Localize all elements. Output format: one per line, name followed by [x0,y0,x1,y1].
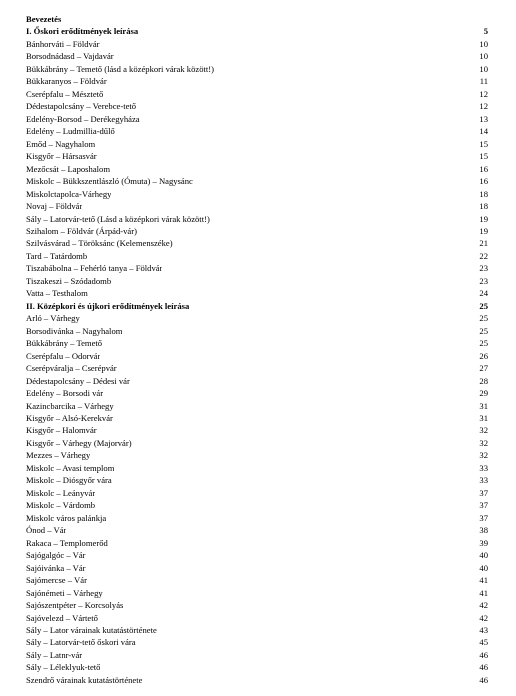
toc-entry-row [26,562,488,574]
toc-entry-title: Tiszabábolna – Fehérló tanya – Földvár [26,263,163,274]
toc-page-number: 26 [479,350,488,361]
toc-entry-title: Sajómercse – Vár [26,575,87,586]
toc-entry-row [26,674,488,686]
toc-entry-title: Mezőcsát – Laposhalom [26,163,111,174]
toc-entry-row [26,487,488,499]
toc-page-number: 25 [479,300,488,311]
toc-entry-title: Bükkaranyos – Földvár [26,76,107,87]
toc-entry-title: Kisgyőr – Várhegy (Majorvár) [26,437,132,448]
toc-entry-title: Tard – Tatárdomb [26,250,88,261]
toc-entry-title: Rakaca – Templomerőd [26,537,108,548]
toc-entry-row [26,262,488,274]
toc-entry-row [26,387,488,399]
toc-page-number: 15 [479,138,488,149]
toc-entry-title: Kisgyőr – Halomvár [26,425,97,436]
toc-page-number: 10 [479,63,488,74]
toc-entry-row [26,337,488,349]
toc-entry-row [26,250,488,262]
toc-entry-row [26,549,488,561]
toc-entry-title: Kazincbarcika – Várhegy [26,400,114,411]
toc-entry-row [26,587,488,599]
toc-entry-row [26,350,488,362]
toc-page-number: 45 [479,637,488,648]
toc-page-number: 39 [479,537,488,548]
toc-page-number: 31 [479,413,488,423]
toc-page-number: 10 [479,38,488,49]
toc-page-number: 29 [479,388,488,399]
toc-entry-title: Edelény – Ludmillia-dűlő [26,126,115,137]
toc-entry-title: Miskolc város palánkja [26,512,107,523]
section-heading-row [26,300,488,312]
toc-entry-row [26,362,488,374]
toc-page-number: 40 [479,562,488,573]
toc-list [26,25,488,686]
toc-page-number: 41 [479,575,488,586]
toc-entry-row [26,499,488,511]
toc-page-number: 16 [479,176,488,187]
toc-page-number: 46 [479,662,488,673]
toc-entry-title: Mezzes – Várhegy [26,450,91,461]
intro-title: Bevezetés [26,14,62,24]
toc-entry-title: Sajóivánka – Vár [26,562,86,573]
toc-entry-title: Novaj – Földvár [26,201,83,212]
toc-entry-row [26,636,488,648]
toc-entry-row [26,412,488,424]
section-heading-title: II. Középkori és újkori erődítmények leírása [26,300,190,311]
toc-entry-title: Tiszakeszi – Szódadomb [26,275,112,286]
toc-page-number: 15 [479,151,488,162]
toc-page-number: 37 [479,512,488,523]
toc-entry-row [26,424,488,436]
toc-page-number: 41 [479,587,488,598]
toc-entry-row [26,462,488,474]
toc-entry-row [26,163,488,175]
toc-page-number: 21 [479,238,488,249]
toc-entry-title: Dédestapolcsány – Verebce-tető [26,101,137,112]
toc-entry-title: Szihalom – Földvár (Árpád-vár) [26,225,137,236]
toc-entry-row [26,574,488,586]
toc-entry-title: Bükkábrány – Temető [26,338,103,349]
toc-page-number: 25 [479,313,488,324]
toc-entry-title: Dédestapolcsány – Dédesi vár [26,375,130,386]
toc-entry-title: Szilvásvárad – Töröksánc (Kelemenszéke) [26,238,173,249]
toc-page-number: 32 [479,450,488,461]
section-heading-title: I. Őskori erődítmények leírása [26,26,139,37]
toc-page-number: 5 [483,26,488,37]
toc-entry-row [26,138,488,150]
toc-page-number: 31 [479,400,488,411]
toc-page-number: 40 [479,550,488,561]
table-of-contents [26,13,488,686]
toc-entry-row [26,175,488,187]
toc-page-number: 42 [479,600,488,611]
toc-entry-row [26,125,488,137]
toc-entry-row [26,188,488,200]
toc-page-number: 42 [479,612,488,623]
toc-entry-row [26,287,488,299]
toc-entry-title: Miskolc – Várdomb [26,500,96,511]
toc-entry-row [26,537,488,549]
toc-page-number: 38 [479,525,488,536]
toc-entry-row [26,100,488,112]
toc-entry-row [26,400,488,412]
section-heading-row [26,25,488,37]
toc-page-number: 23 [479,263,488,274]
toc-entry-title: Sály – Léleklyuk-tető [26,662,101,673]
toc-page-number: 12 [479,88,488,99]
toc-entry-title: Sajónémeti – Várhegy [26,587,103,598]
toc-entry-title: Vatta – Testhalom [26,288,88,299]
toc-entry-row [26,624,488,636]
toc-entry-row [26,599,488,611]
intro-row [26,13,488,25]
toc-entry-title: Edelény – Borsodi vár [26,388,104,399]
toc-page-number: 37 [479,487,488,498]
toc-entry-row [26,113,488,125]
toc-entry-row [26,150,488,162]
toc-entry-row [26,237,488,249]
toc-entry-row [26,312,488,324]
toc-entry-row [26,524,488,536]
toc-page-number: 27 [479,363,488,374]
toc-entry-row [26,75,488,87]
toc-entry-row [26,437,488,449]
toc-page-number: 25 [479,325,488,336]
toc-page-number: 25 [479,338,488,349]
toc-entry-title: Sajószentpéter – Korcsolyás [26,600,124,611]
toc-entry-title: Arló – Várhegy [26,313,80,324]
toc-entry-row [26,213,488,225]
toc-entry-title: Bánhorváti – Földvár [26,38,100,49]
toc-page-number: 46 [479,649,488,660]
toc-page-number: 19 [479,213,488,224]
toc-entry-row [26,512,488,524]
toc-page-number: 18 [479,188,488,199]
toc-entry-row [26,661,488,673]
toc-entry-title: Borsodivánka – Nagyhalom [26,325,123,336]
toc-entry-title: Sály – Lator várainak kutatástörténete [26,624,157,635]
toc-entry-title: Kisgyőr – Alsó-Kerekvár [26,413,113,423]
toc-page-number: 12 [479,101,488,112]
toc-entry-title: Kisgyőr – Hársasvár [26,151,97,162]
toc-entry-title: Cserépfalu – Mésztető [26,88,104,99]
toc-entry-title: Miskolc – Bükkszentlászló (Ómuta) – Nagysánc [26,176,193,187]
toc-page-number: 23 [479,275,488,286]
toc-page-number: 19 [479,225,488,236]
toc-entry-row [26,474,488,486]
toc-page-number: 18 [479,201,488,212]
toc-entry-title: Ónod – Vár [26,525,67,536]
toc-entry-title: Sajóvelezd – Vártető [26,612,98,623]
toc-entry-row [26,225,488,237]
toc-page-number: 28 [479,375,488,386]
toc-page-number: 32 [479,437,488,448]
toc-entry-title: Szendrő várainak kutatástörténete [26,674,143,685]
toc-entry-row [26,63,488,75]
toc-page-number: 32 [479,425,488,436]
toc-entry-row [26,200,488,212]
toc-page-number: 33 [479,462,488,473]
toc-entry-title: Miskolc – Diósgyőr vára [26,475,112,486]
toc-page-number: 43 [479,624,488,635]
toc-entry-title: Miskolc – Leányvár [26,487,96,498]
toc-entry-title: Emőd – Nagyhalom [26,138,96,149]
toc-page-number: 22 [479,250,488,261]
toc-entry-title: Sajógalgóc – Vár [26,550,86,561]
toc-entry-title: Cserépfalu – Odorvár [26,350,101,361]
toc-entry-row [26,88,488,100]
toc-entry-title: Cserépváralja – Cserépvár [26,363,117,374]
toc-entry-row [26,38,488,50]
toc-page-number: 11 [479,76,488,87]
toc-entry-title: Bükkábrány – Temető (lásd a középkori várak között!) [26,63,215,74]
toc-page-number: 24 [479,288,488,299]
toc-entry-title: Sály – Latnr-vár [26,649,83,660]
toc-entry-row [26,375,488,387]
toc-entry-row [26,325,488,337]
toc-entry-title: Edelény-Borsod – Derékegyháza [26,113,140,124]
toc-entry-title: Sály – Latorvár-tető őskori vára [26,637,136,648]
toc-entry-row [26,612,488,624]
toc-page-number: 46 [479,674,488,685]
toc-page-number: 33 [479,475,488,486]
toc-page-number: 14 [479,126,488,137]
toc-page-number: 10 [479,51,488,62]
toc-entry-row [26,449,488,461]
toc-entry-title: Miskolctapolca-Várhegy [26,188,112,199]
toc-page-number: 13 [479,113,488,124]
toc-entry-title: Sály – Latorvár-tető (Lásd a középkori várak között!) [26,213,210,224]
toc-entry-row [26,50,488,62]
toc-entry-row [26,275,488,287]
toc-entry-title: Miskolc – Avasi templom [26,462,115,473]
toc-page-number: 16 [479,163,488,174]
toc-entry-row [26,649,488,661]
toc-entry-title: Borsodnádasd – Vajdavár [26,51,114,62]
toc-page-number: 37 [479,500,488,511]
